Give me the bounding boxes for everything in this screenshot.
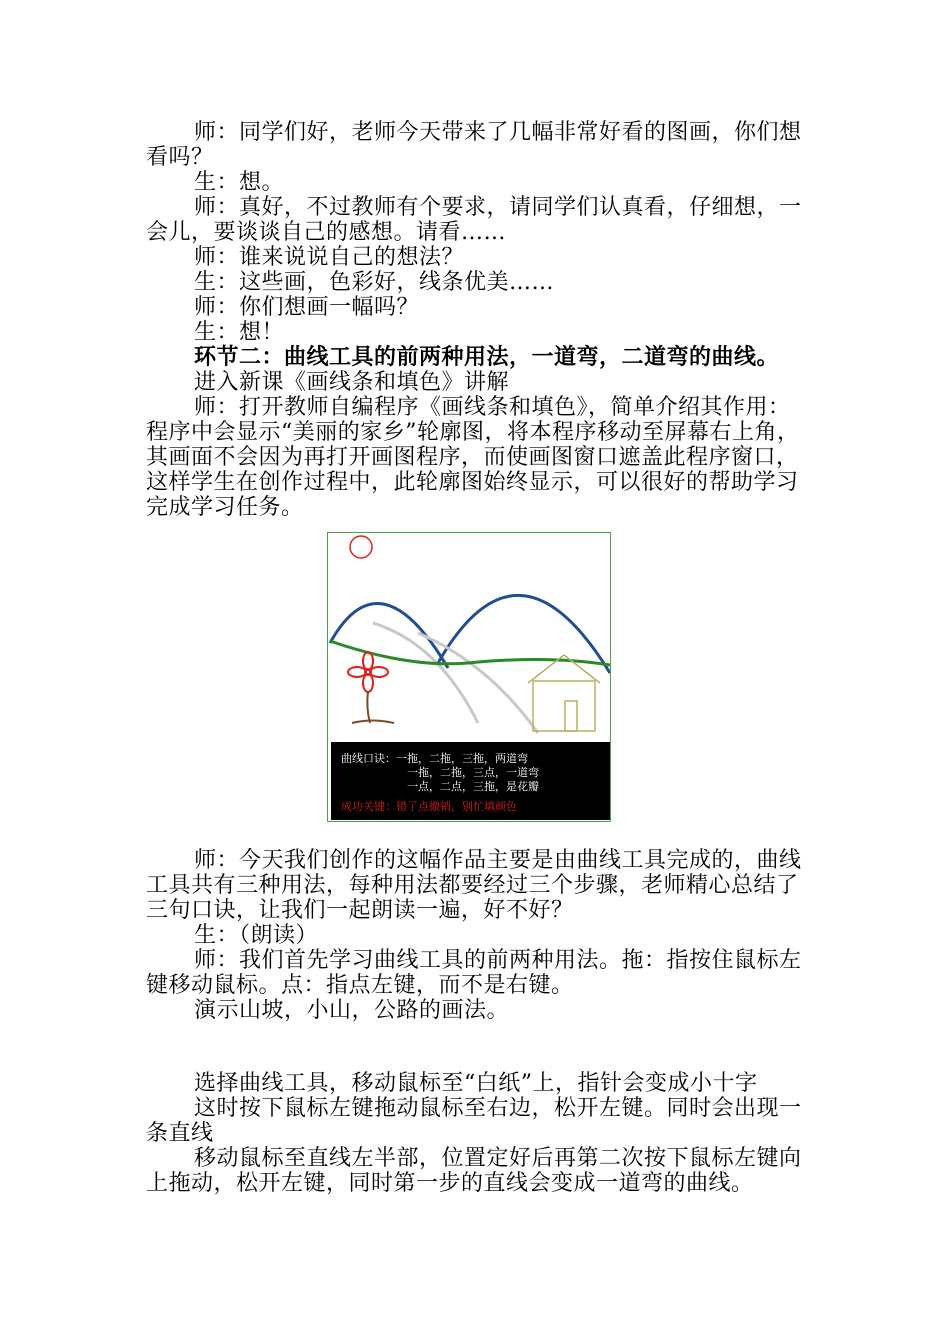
paragraph: 生：想！: [194, 320, 285, 345]
house-door: [565, 701, 577, 731]
document-top: [146, 120, 810, 520]
document-middle: [146, 848, 810, 1023]
paragraph: 演示山坡，小山，公路的画法。: [194, 998, 510, 1023]
paragraph: 师：我们首先学习曲线工具的前两种用法。拖：指按住鼠标左键移动鼠标。点：指点左键，而不是右键。: [146, 948, 802, 998]
mnemonic-line: 一拖，二拖，三点，一道弯: [407, 766, 539, 779]
paragraph: 移动鼠标至直线左半部，位置定好后再第二次按下鼠标左键向上拖动，松开左键，同时第一步的直线会变成一道弯的曲线。: [146, 1146, 802, 1196]
paragraph: 师：你们想画一幅吗？: [194, 295, 420, 320]
paragraph: 选择曲线工具，移动鼠标至“白纸”上，指针会变成小十字: [194, 1071, 758, 1096]
mnemonic-line: 曲线口诀：一拖，二拖，三拖，两道弯: [341, 752, 528, 765]
landscape-figure: [327, 532, 611, 822]
paragraph: 生：（朗读）: [194, 923, 319, 948]
paragraph: 师：打开教师自编程序《画线条和填色》，简单介绍其作用：程序中会显示“美丽的家乡”轮廓图，将本程序移动至屏幕右上角，其画面不会因为再打开画图程序，而使画图窗口遮盖此程序窗口，这样学生在创作过程中，此轮廓图始终显示，可以很好的帮助学习完成学习任务。: [146, 395, 800, 520]
paragraph: 这时按下鼠标左键拖动鼠标至右边，松开左键。同时会出现一条直线: [146, 1096, 802, 1146]
sun-icon: [350, 536, 372, 558]
curve-mnemonic-box: [331, 742, 611, 820]
paragraph: 师：同学们好，老师今天带来了几幅非常好看的图画，你们想看吗？: [146, 120, 802, 170]
mnemonic-line: 一点，二点，三拖，是花瓣: [407, 780, 539, 793]
success-key-line: 成功关键：错了点撤销，别忙填颜色: [341, 800, 517, 813]
flower-icon: [348, 652, 394, 723]
paragraph: 进入新课《画线条和填色》讲解: [194, 370, 510, 395]
section-heading: 环节二：曲线工具的前两种用法，一道弯，二道弯的曲线。: [194, 344, 780, 370]
document-bottom: [146, 1071, 810, 1196]
house-body: [533, 681, 595, 731]
paragraph: 师：真好，不过教师有个要求，请同学们认真看，仔细想，一会儿，要谈谈自己的感想。请看……: [146, 195, 802, 245]
paragraph: 生：这些画，色彩好，线条优美……: [194, 270, 555, 295]
landscape-drawing: [328, 533, 611, 742]
paragraph: 师：今天我们创作的这幅作品主要是由曲线工具完成的，曲线工具共有三种用法，每种用法都要经过三个步骤，老师精心总结了三句口诀，让我们一起朗读一遍，好不好？: [146, 848, 802, 923]
paragraph: 师：谁来说说自己的想法？: [194, 245, 465, 270]
paragraph: 生：想。: [194, 170, 285, 195]
